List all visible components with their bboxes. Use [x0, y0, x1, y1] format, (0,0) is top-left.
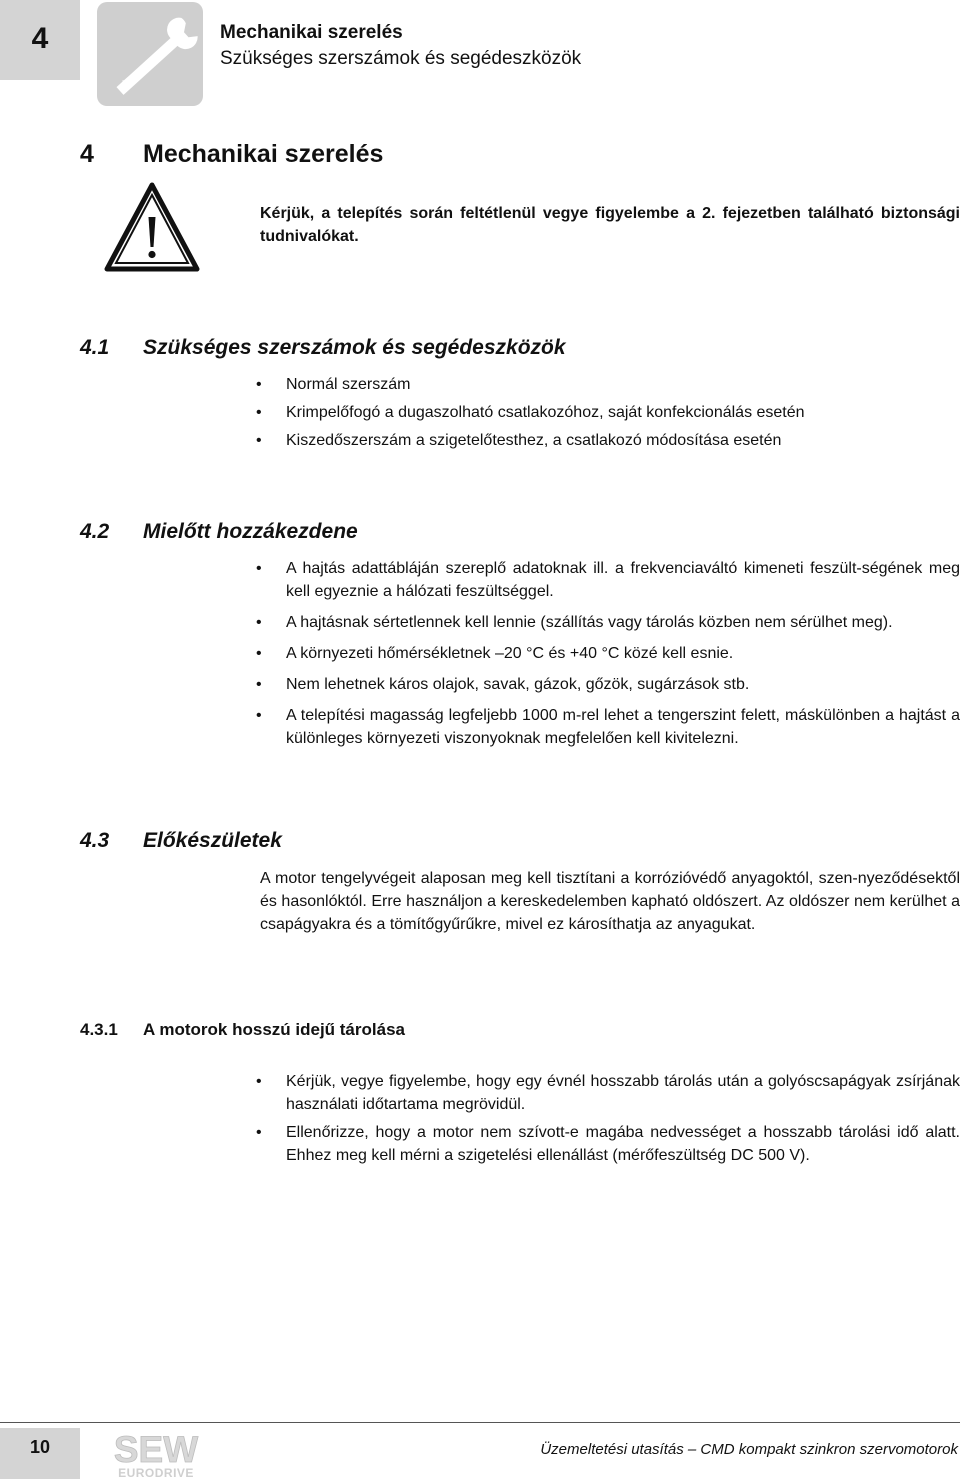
warning-icon — [104, 181, 200, 273]
section-title: Szükséges szerszámok és segédeszközök — [143, 336, 566, 359]
document-title: Üzemeltetési utasítás – CMD kompakt szinkron szervomotorok — [540, 1441, 958, 1458]
list-item: • A környezeti hőmérsékletnek –20 °C és +40 °C közé kell esnie. — [256, 642, 960, 665]
storage-list — [256, 1070, 960, 1167]
list-item: • Krimpelőfogó a dugaszolható csatlakozóhoz, saját konfekcionálás esetén — [256, 401, 960, 424]
list-item: • Normál szerszám — [256, 373, 960, 396]
sew-eurodrive-logo — [100, 1430, 212, 1479]
list-item: • A hajtás adattábláján szereplő adatoknak ill. a frekvenciaváltó kimeneti feszült-ségének meg kell egyeznie a hálózati feszültséggel. — [256, 557, 960, 603]
section-title: Mielőtt hozzákezdene — [143, 520, 358, 543]
section-title: A motorok hosszú idejű tárolása — [143, 1020, 405, 1039]
chapter-number: 4 — [80, 140, 94, 168]
svg-text:EURODRIVE: EURODRIVE — [118, 1466, 194, 1479]
section-number: 4.3.1 — [80, 1020, 118, 1039]
safety-warning-text: Kérjük, a telepítés során feltétlenül vegye figyelembe a 2. fejezetben található biztonsági tudnivalókat. — [260, 205, 960, 245]
section-number: 4.1 — [80, 336, 110, 359]
header-subtitle: Szükséges szerszámok és segédeszközök — [220, 48, 582, 69]
list-item: • Kiszedőszerszám a szigetelőtesthez, a csatlakozó módosítása esetén — [256, 429, 960, 452]
section-title: Előkészületek — [143, 829, 282, 852]
preparation-paragraph: A motor tengelyvégeit alaposan meg kell tisztítani a korrózióvédő anyagoktól, szen-nyeződésektől és hasonlóktól. Erre használjon a kereskedelemben kapható oldószert. Az oldószer nem kerülhet a csapágyakra és a tömítőgyűrűkre, mivel ez károsíthatja az anyagukat. — [260, 870, 960, 933]
chapter-title: Mechanikai szerelés — [143, 140, 384, 168]
section-number: 4.3 — [80, 829, 110, 852]
list-item: • Nem lehetnek káros olajok, savak, gázok, gőzök, sugárzások stb. — [256, 673, 960, 696]
list-item: • Ellenőrizze, hogy a motor nem szívott-e magába nedvességet a hosszabb tárolási idő alatt. Ehhez meg kell mérni a szigetelési ellenállást (mérőfeszültség DC 500 V). — [256, 1121, 960, 1167]
svg-text:SEW: SEW — [113, 1430, 199, 1470]
list-item: • A hajtásnak sértetlennek kell lennie (szállítás vagy tárolás közben nem sérülhet meg). — [256, 611, 960, 634]
prerequisites-list — [256, 557, 960, 750]
page-number: 10 — [29, 1437, 51, 1457]
tools-list — [256, 373, 960, 452]
header-title: Mechanikai szerelés — [220, 22, 403, 43]
wrench-icon — [97, 2, 203, 106]
chapter-tab-number: 4 — [31, 22, 49, 55]
list-item: • A telepítési magasság legfeljebb 1000 m-rel lehet a tengerszint felett, máskülönben a hajtást a különleges környezeti viszonyoknak megfelelően kell kivitelezni. — [256, 704, 960, 750]
section-number: 4.2 — [80, 520, 110, 543]
list-item: • Kérjük, vegye figyelembe, hogy egy évnél hosszabb tárolás után a golyóscsapágyak zsírjának használati időtartama megrövidül. — [256, 1070, 960, 1116]
footer-divider — [0, 1422, 960, 1423]
